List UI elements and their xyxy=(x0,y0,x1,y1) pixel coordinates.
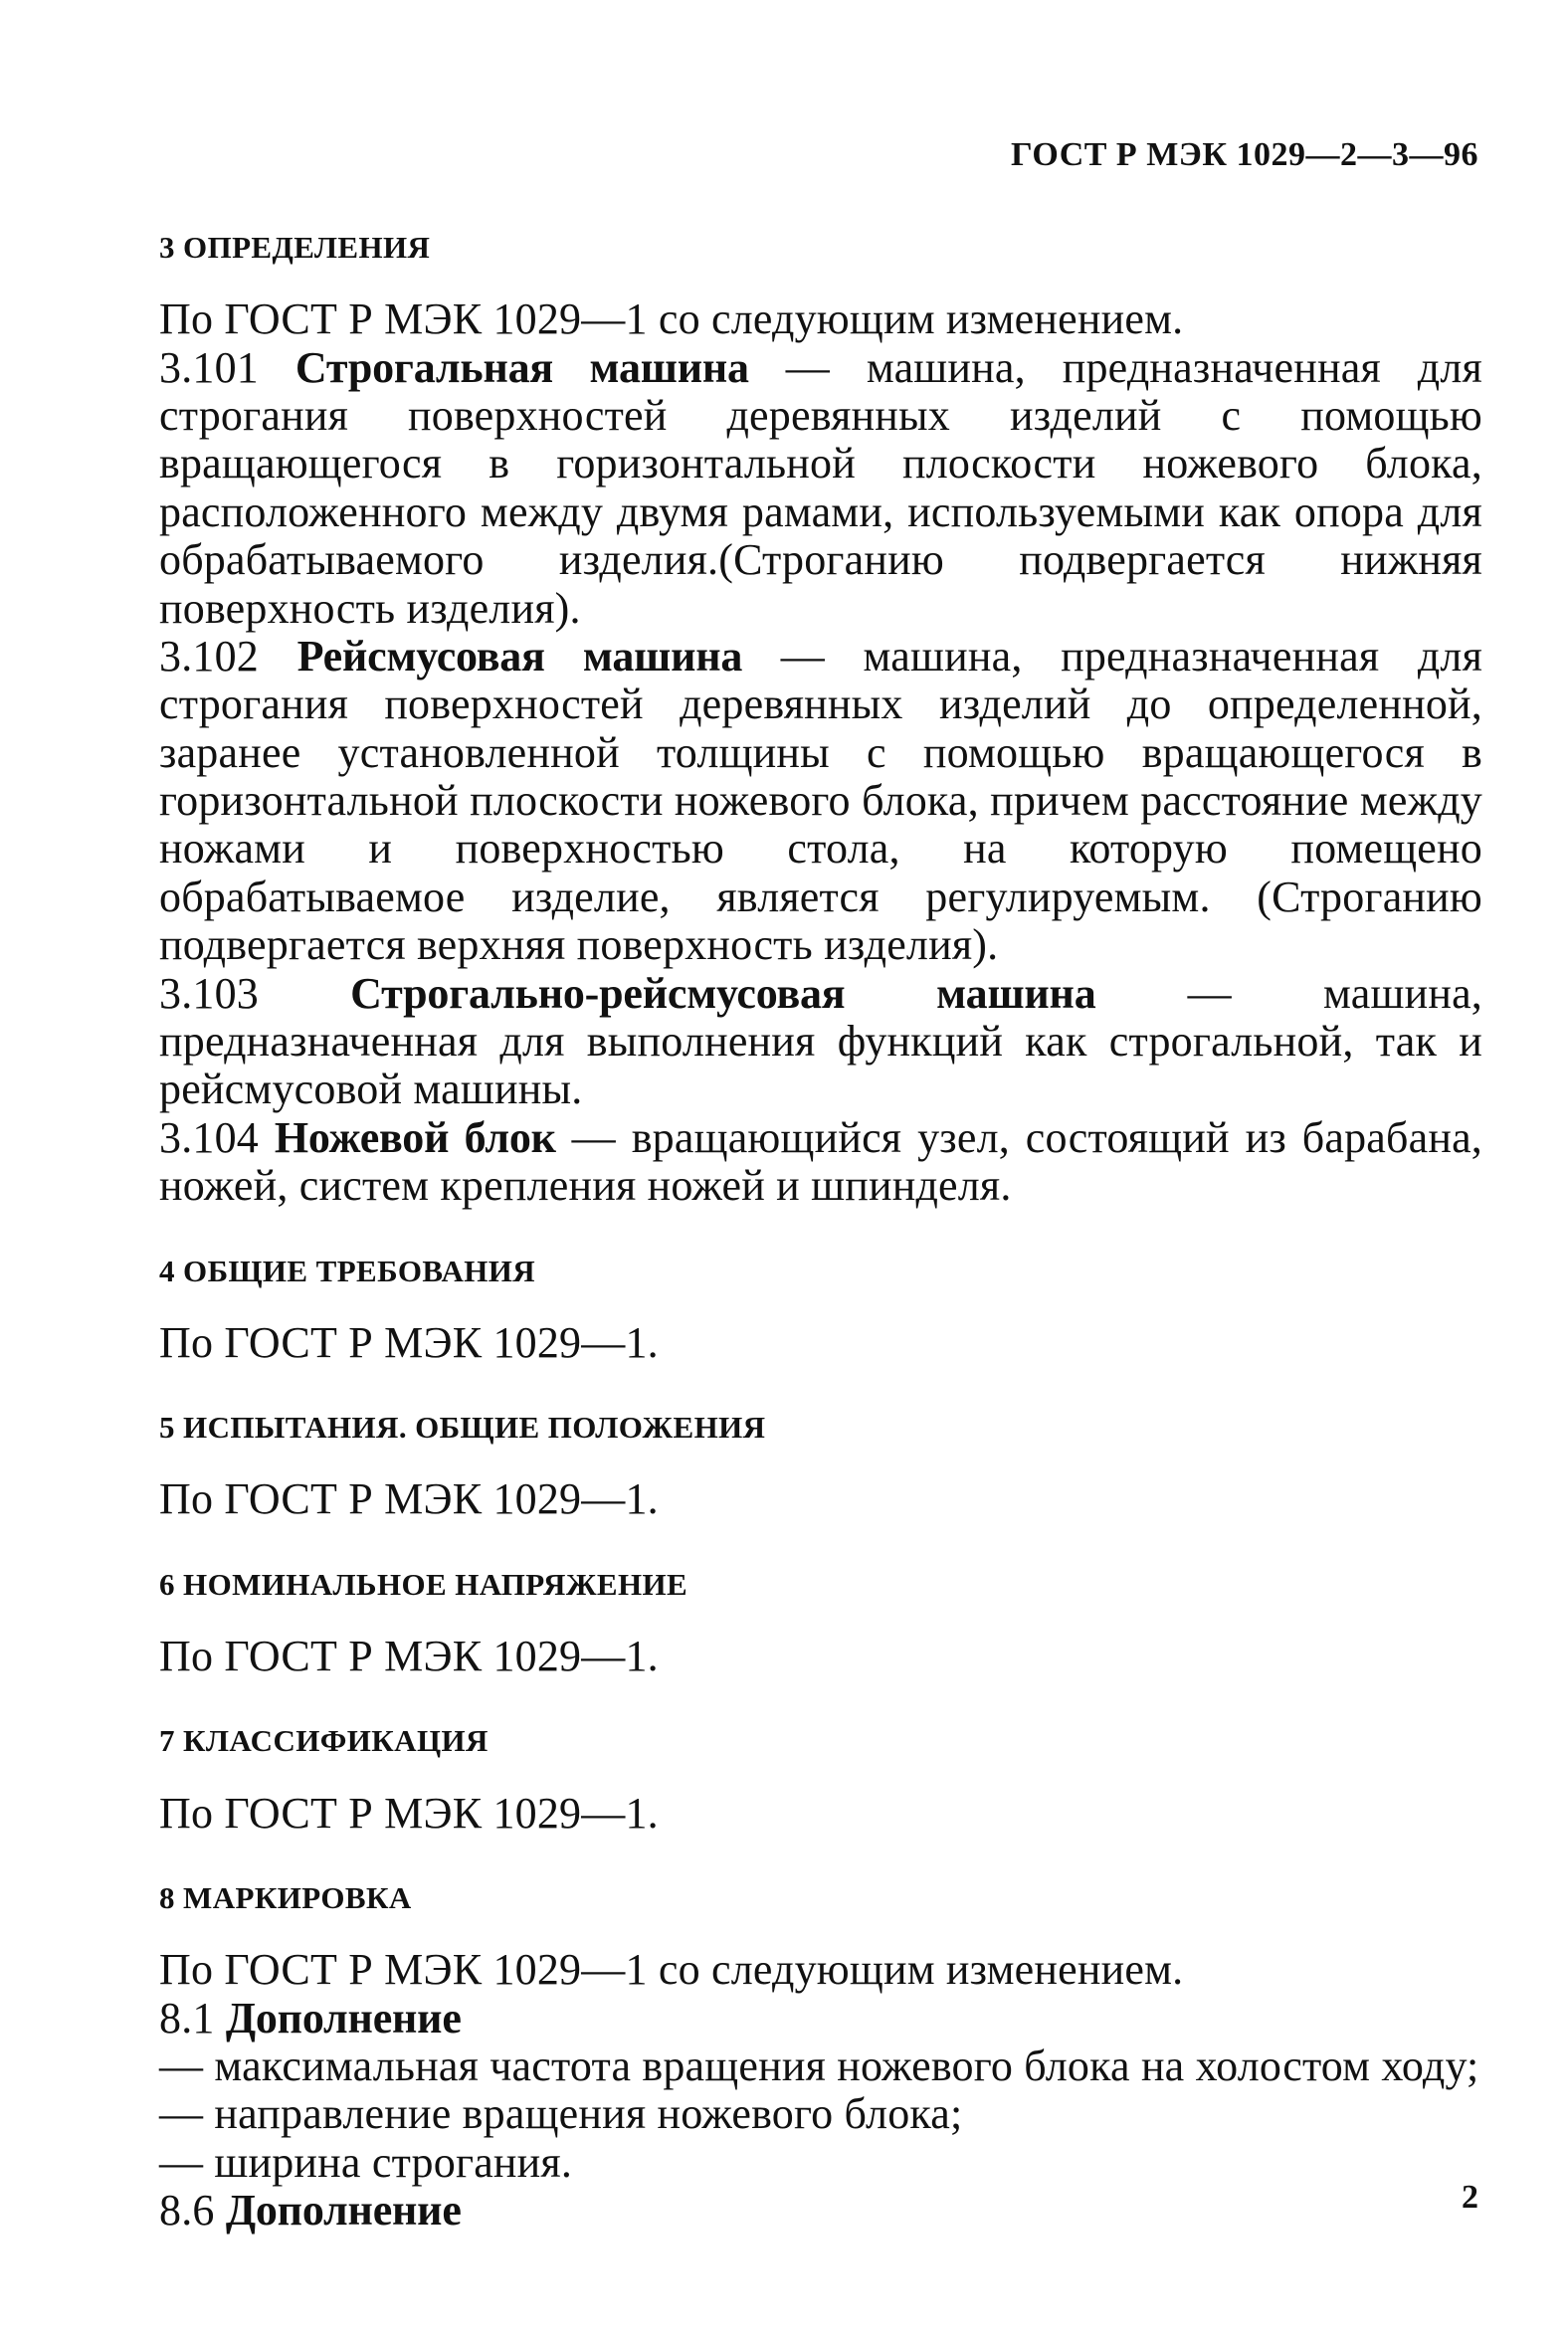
definition-term: Строгально-рейсмусовая машина xyxy=(350,968,1096,1018)
subclause-number: 8.6 xyxy=(159,2186,215,2236)
definition-number: 3.103 xyxy=(159,968,259,1018)
list-item: — ширина строгания. xyxy=(159,2137,573,2187)
definition-term: Ножевой блок xyxy=(274,1112,556,1162)
definition-term: Рейсмусовая машина xyxy=(296,631,743,680)
section-7 xyxy=(159,1722,1482,1838)
definition-number: 3.102 xyxy=(159,631,259,680)
section-intro: По ГОСТ Р МЭК 1029—1 со следующим изменением. xyxy=(159,1945,1184,1995)
section-3 xyxy=(159,229,1482,1211)
section-heading: 8 МАРКИРОВКА xyxy=(159,1879,412,1915)
section-heading: 7 КЛАССИФИКАЦИЯ xyxy=(159,1723,489,1759)
section-5 xyxy=(159,1409,1482,1524)
definition-text: — машина, предназначенная для строгания поверхностей деревянных изделий до определенной, заранее установленной толщины с помощью вращающегося в горизонтальной плоскости ножевого блока, причем расстояние между ножами и поверхностью стола, на которую помещено обрабатываемое изделие, является регулируемым. (Строганию подвергается верхняя поверхность изделия). xyxy=(159,631,1483,970)
section-heading: 5 ИСПЫТАНИЯ. ОБЩИЕ ПОЛОЖЕНИЯ xyxy=(159,1410,766,1446)
subclause-term: Дополнение xyxy=(225,1993,462,2042)
section-intro xyxy=(159,295,1482,343)
subclause-8-6 xyxy=(159,2187,1482,2235)
section-4 xyxy=(159,1253,1482,1368)
definition-text: — вращающийся узел, состоящий из барабана, ножей, систем крепления ножей и шпинделя. xyxy=(159,1112,1482,1211)
list-item: — максимальная частота вращения ножевого блока на холостом ходу; xyxy=(159,2041,1479,2090)
section-heading: 6 НОМИНАЛЬНОЕ НАПРЯЖЕНИЕ xyxy=(159,1566,688,1602)
section-text: По ГОСТ Р МЭК 1029—1. xyxy=(159,1474,659,1524)
section-8 xyxy=(159,1879,1482,2236)
section-heading: 4 ОБЩИЕ ТРЕБОВАНИЯ xyxy=(159,1253,536,1288)
section-heading: 3 ОПРЕДЕЛЕНИЯ xyxy=(159,230,431,265)
definition-text: — машина, предназначенная для строгания поверхностей деревянных изделий с помощью вращающегося в горизонтальной плоскости ножевого блока, расположенного между двумя рамами, используемыми как опора для обрабатываемого изделия.(Строганию подвергается нижняя поверхность изделия). xyxy=(159,342,1482,633)
definition-number: 3.104 xyxy=(159,1112,259,1162)
subclause-8-1 xyxy=(159,1995,1482,2042)
section-text: По ГОСТ Р МЭК 1029—1. xyxy=(159,1631,659,1680)
section-text: По ГОСТ Р МЭК 1029—1. xyxy=(159,1317,659,1367)
definition-3-103 xyxy=(114,970,1482,1114)
definition-3-102 xyxy=(114,633,1482,970)
definition-text: — машина, предназначенная для выполнения функций как строгальной, так и рейсмусовой машины. xyxy=(159,968,1483,1114)
definition-3-104 xyxy=(114,1114,1482,1211)
subclause-term: Дополнение xyxy=(225,2186,462,2236)
subclause-number: 8.1 xyxy=(159,1993,215,2042)
document-header: ГОСТ Р МЭК 1029—2—3—96 xyxy=(1011,136,1478,173)
definition-number: 3.101 xyxy=(159,342,259,392)
section-text: По ГОСТ Р МЭК 1029—1. xyxy=(159,1788,659,1838)
page-number: 2 xyxy=(1462,2179,1478,2216)
definition-term: Строгальная машина xyxy=(294,342,749,392)
list-item: — направление вращения ножевого блока; xyxy=(159,2089,963,2139)
definition-3-101 xyxy=(114,344,1482,633)
document-body xyxy=(159,229,1482,2235)
intro-text: По ГОСТ Р МЭК 1029—1 со следующим изменением. xyxy=(159,294,1184,344)
section-6 xyxy=(159,1566,1482,1681)
